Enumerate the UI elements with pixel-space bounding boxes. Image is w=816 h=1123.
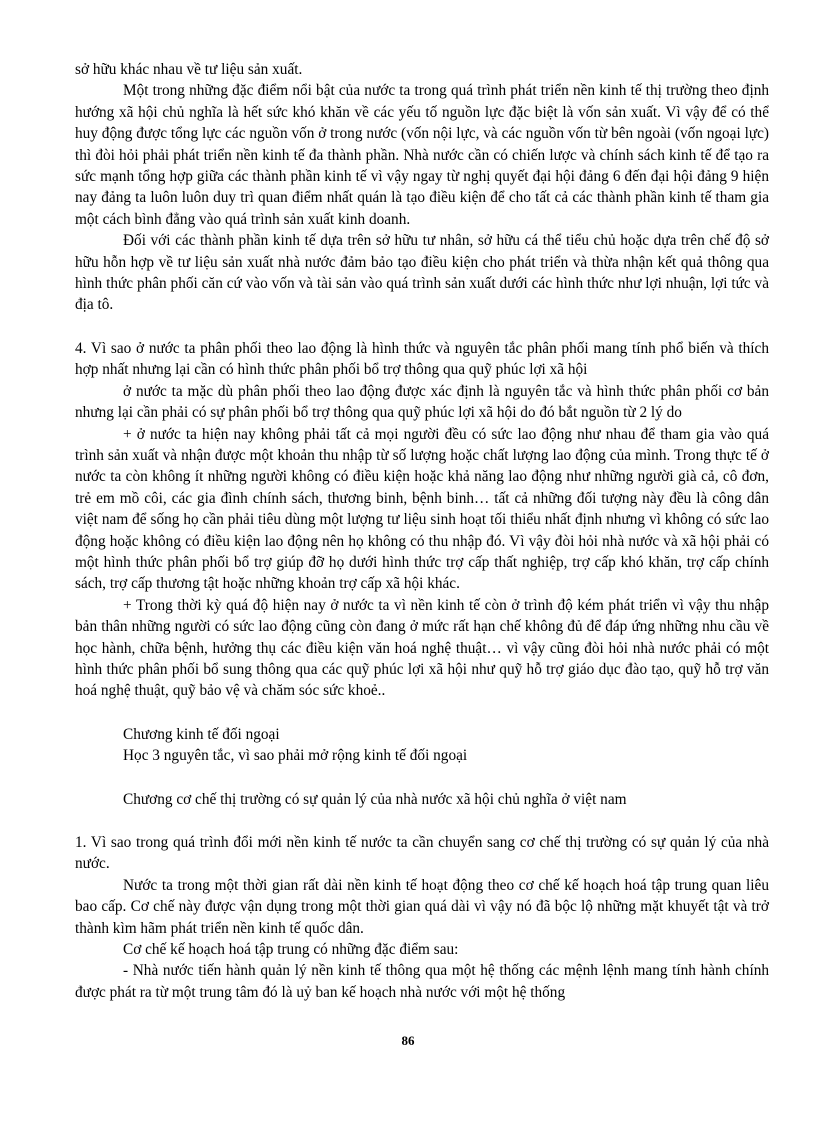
question-heading: 1. Vì sao trong quá trình đổi mới nền kinh tế nước ta cần chuyển sang cơ chế thị trường có sự quản lý của nhà nước. xyxy=(75,834,769,873)
paragraph: Đối với các thành phần kinh tế dựa trên sở hữu tư nhân, sở hữu cá thể tiểu chủ hoặc dựa trên chế độ sở hữu hỗn hợp về tư liệu sản xuất nhà nước đảm bảo tạo điều kiện cho phát triển và thừa nhận kết quả thông qua hình thức phân phối căn cứ vào vốn và tài sản vào quá trình sản xuất dưới các hình thức như lợi nhuận, lợi tức và địa tô. xyxy=(75,232,769,314)
page-number: 86 xyxy=(401,1033,415,1048)
body-text xyxy=(75,59,769,1003)
chapter-heading: Chương cơ chế thị trường có sự quản lý của nhà nước xã hội chủ nghĩa ở việt nam xyxy=(123,790,627,808)
paragraph: Một trong những đặc điểm nổi bật của nước ta trong quá trình phát triển nền kinh tế thị trường theo định hướng xã hội chủ nghĩa là hết sức khó khăn về các yếu tố nguồn lực đặc biệt là vốn sản xuất. Vì vậy để có thể huy động được tổng lực các nguồn vốn ở trong nước (vốn nội lực, và các nguồn vốn từ bên ngoài (vốn ngoại lực) thì đòi hỏi phải phát triển nền kinh tế đa thành phần. Nhà nước cần có chiến lược và chính sách kinh tế để tạo ra sức mạnh tổng hợp giữa các thành phần kinh tế vì vậy ngay từ nghị quyết đại hội đảng 6 đến đại hội đảng 9 hiện nay đảng ta luôn luôn duy trì quan điểm nhất quán là tạo điều kiện để cho tất cả các thành phần kinh tế tham gia một cách bình đẳng vào quá trình sản xuất kinh doanh. xyxy=(75,82,769,228)
paragraph: ở nước ta mặc dù phân phối theo lao động được xác định là nguyên tắc và hình thức phân phối cơ bản nhưng lại cần phải có sự phân phối bổ trợ thông qua quỹ phúc lợi xã hội do đó bắt nguồn từ 2 lý do xyxy=(75,382,769,422)
paragraph: + Trong thời kỳ quá độ hiện nay ở nước ta vì nền kinh tế còn ở trình độ kém phát triển vì vậy thu nhập bản thân những người có sức lao động cũng còn đang ở mức rất hạn chế không đủ để đáp ứng những nhu cầu về học hành, chữa bệnh, hưởng thụ các điều kiện văn hoá nghệ thuật… vì vậy cũng đòi hỏi nhà nước phải có một hình thức phân phối bổ sung thông qua các quỹ phúc lợi xã hội như quỹ hỗ trợ giáo dục đào tạo, quỹ hỗ trợ văn hoá nghệ thuật, quỹ bảo vệ và chăm sóc sức khoẻ.. xyxy=(75,596,769,700)
paragraph: Nước ta trong một thời gian rất dài nền kinh tế hoạt động theo cơ chế kế hoạch hoá tập trung quan liêu bao cấp. Cơ chế này được vận dụng trong một thời gian quá dài vì vậy nó đã bộc lộ những mặt khuyết tật và trở thành kìm hãm phát triển nền kinh tế quốc dân. xyxy=(75,876,769,937)
paragraph: + ở nước ta hiện nay không phải tất cả mọi người đều có sức lao động như nhau để tham gia vào quá trình sản xuất và nhận được một khoản thu nhập từ số lượng hoặc chất lượng lao động của mình. Trong thực tế ở nước ta còn không ít những người không có điều kiện hoặc khả năng lao động như những người già cả, cô đơn, trẻ em mồ côi, các gia đình chính sách, thương binh, bệnh binh… tất cả những đối tượng này đều là công dân việt nam để sống họ cần phải tiêu dùng một lượng tư liệu sinh hoạt tối thiểu nhất định nhưng vì không có sức lao động hoặc không có điều kiện lao động nên họ không có thu nhập đó. Vì vậy đòi hỏi nhà nước và xã hội phải có một hình thức phân phối bổ trợ giúp đỡ họ dưới hình thức trợ cấp thất nghiệp, trợ cấp khó khăn, trợ cấp chính sách, trợ cấp thương tật hoặc những khoản trợ cấp xã hội khác. xyxy=(75,425,769,593)
chapter-note: Học 3 nguyên tắc, vì sao phải mở rộng kinh tế đối ngoại xyxy=(123,747,468,765)
paragraph: - Nhà nước tiến hành quản lý nền kinh tế thông qua một hệ thống các mệnh lệnh mang tính hành chính được phát ra từ một trung tâm đó là uỷ ban kế hoạch nhà nước với một hệ thống xyxy=(75,962,769,1001)
chapter-heading: Chương kinh tế đối ngoại xyxy=(123,725,280,743)
paragraph: Cơ chế kế hoạch hoá tập trung có những đặc điểm sau: xyxy=(123,941,459,959)
question-heading: 4. Vì sao ở nước ta phân phối theo lao động là hình thức và nguyên tắc phân phối mang tính phổ biến và thích hợp nhất nhưng lại cần có hình thức phân phối bổ trợ thông qua quỹ phúc lợi xã hội xyxy=(75,339,769,379)
paragraph-continuation: sở hữu khác nhau về tư liệu sản xuất. xyxy=(75,61,303,78)
